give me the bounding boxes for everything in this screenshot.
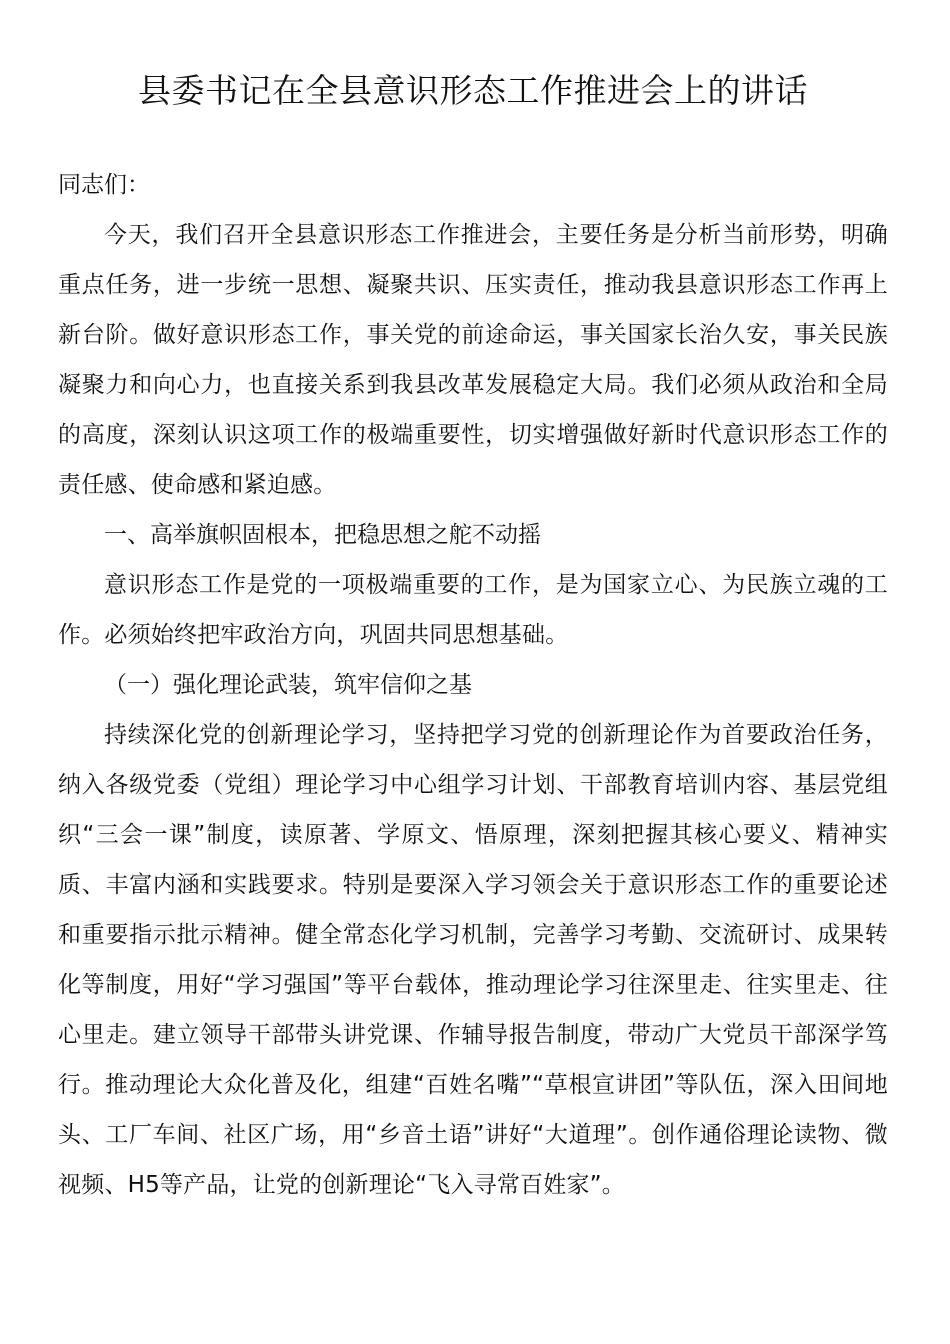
- paragraph-subsection-1: 持续深化党的创新理论学习，坚持把学习党的创新理论作为首要政治任务，纳入各级党委（党组）理论学习中心组学习计划、干部教育培训内容、基层党组织“三会一课”制度，读原著、学原文、悟原理，深刻把握其核心要义、精神实质、丰富内涵和实践要求。特别是要深入学习领会关于意识形态工作的重要论述和重要指示批示精神。健全常态化学习机制，完善学习考勤、交流研讨、成果转化等制度，用好“学习强国”等平台载体，推动理论学习往深里走、往实里走、往心里走。建立领导干部带头讲党课、作辅导报告制度，带动广大党员干部深学笃行。推动理论大众化普及化，组建“百姓名嘴”“草根宣讲团”等队伍，深入田间地头、工厂车间、社区广场，用“乡音土语”讲好“大道理”。创作通俗理论读物、微视频、H5等产品，让党的创新理论“飞入寻常百姓家”。: [58, 722, 888, 1198]
- section-heading-1: 一、高举旗帜固根本，把稳思想之舵不动摇: [104, 522, 541, 548]
- document-title: 县委书记在全县意识形态工作推进会上的讲话: [138, 71, 808, 110]
- paragraph-section-1: 意识形态工作是党的一项极端重要的工作，是为国家立心、为民族立魂的工作。必须始终把牢政治方向，巩固共同思想基础。: [58, 572, 888, 648]
- paragraph-intro: 今天，我们召开全县意识形态工作推进会，主要任务是分析当前形势，明确重点任务，进一步统一思想、凝聚共识、压实责任，推动我县意识形态工作再上新台阶。做好意识形态工作，事关党的前途命运，事关国家长治久安，事关民族凝聚力和向心力，也直接关系到我县改革发展稳定大局。我们必须从政治和全局的高度，深刻认识这项工作的极端重要性，切实增强做好新时代意识形态工作的责任感、使命感和紧迫感。: [58, 222, 888, 498]
- subsection-heading-1: （一）强化理论武装，筑牢信仰之基: [104, 672, 472, 698]
- salutation: 同志们：: [58, 172, 150, 198]
